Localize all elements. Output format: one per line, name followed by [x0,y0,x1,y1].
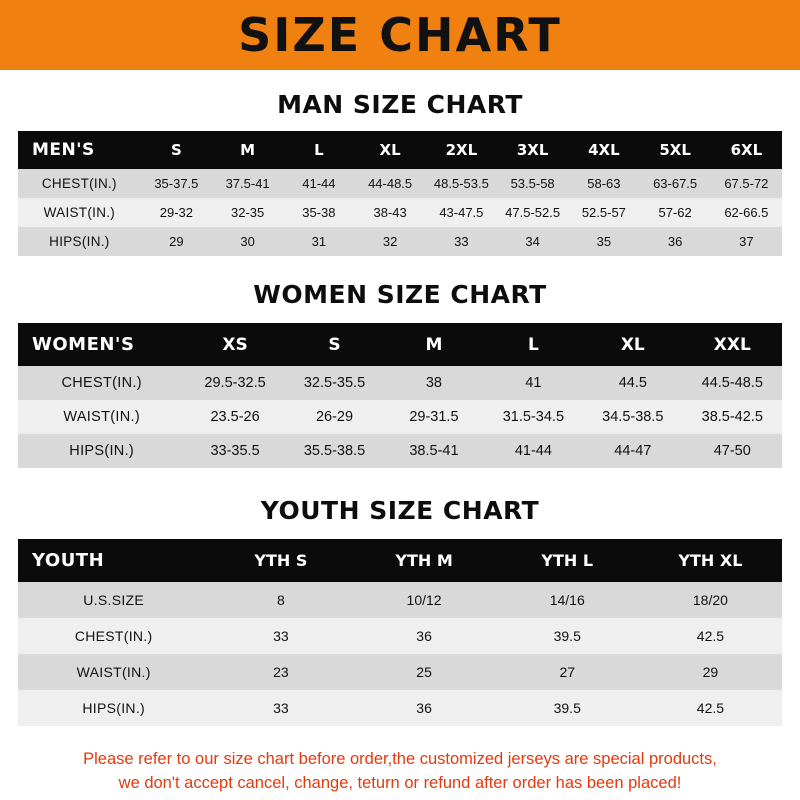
row-label: CHEST(IN.) [18,366,185,400]
cell: 36 [353,690,496,726]
table-row [18,654,782,690]
table-header-row [18,131,782,169]
women-size-table [18,323,782,468]
col-header-l: L [484,323,583,366]
cell: 31 [283,227,354,256]
women-section-title: WOMEN SIZE CHART [253,280,547,309]
youth-size-table [18,539,782,726]
table-header-row [18,539,782,582]
col-header-yth-s: YTH S [209,539,352,582]
col-header-2xl: 2XL [426,131,497,169]
row-label: U.S.SIZE [18,582,209,618]
row-label: WAIST(IN.) [18,198,141,227]
cell: 52.5-57 [568,198,639,227]
cell: 42.5 [639,690,782,726]
row-label: HIPS(IN.) [18,434,185,468]
cell: 35.5-38.5 [285,434,384,468]
col-header-s: S [141,131,212,169]
cell: 35-37.5 [141,169,212,198]
cell: 44.5-48.5 [683,366,782,400]
cell: 53.5-58 [497,169,568,198]
table-header-row [18,323,782,366]
table-row [18,366,782,400]
cell: 34 [497,227,568,256]
col-header-6xl: 6XL [711,131,782,169]
note-line-1: Please refer to our size chart before order,the customized jerseys are special products, [83,750,717,768]
women-table-body [18,366,782,468]
content-area [0,90,800,796]
cell: 30 [212,227,283,256]
youth-table-body [18,582,782,726]
page-title: SIZE CHART [238,8,562,62]
cell: 18/20 [639,582,782,618]
cell: 39.5 [496,618,639,654]
cell: 48.5-53.5 [426,169,497,198]
cell: 32-35 [212,198,283,227]
order-policy-note [18,748,782,796]
cell: 29 [639,654,782,690]
row-label: HIPS(IN.) [18,227,141,256]
cell: 26-29 [285,400,384,434]
cell: 62-66.5 [711,198,782,227]
col-header-xxl: XXL [683,323,782,366]
col-header-youth: YOUTH [18,539,209,582]
col-header-3xl: 3XL [497,131,568,169]
table-row [18,618,782,654]
cell: 25 [353,654,496,690]
women-table-head [18,323,782,366]
col-header-womens: WOMEN'S [18,323,185,366]
cell: 32.5-35.5 [285,366,384,400]
cell: 44-47 [583,434,682,468]
cell: 38.5-41 [384,434,483,468]
cell: 33-35.5 [185,434,284,468]
cell: 33 [209,690,352,726]
youth-section-title: YOUTH SIZE CHART [260,496,540,525]
cell: 39.5 [496,690,639,726]
cell: 29-32 [141,198,212,227]
table-row [18,582,782,618]
cell: 23.5-26 [185,400,284,434]
cell: 38-43 [354,198,425,227]
cell: 23 [209,654,352,690]
row-label: WAIST(IN.) [18,654,209,690]
table-row [18,434,782,468]
cell: 32 [354,227,425,256]
row-label: CHEST(IN.) [18,169,141,198]
cell: 42.5 [639,618,782,654]
cell: 33 [426,227,497,256]
col-header-m: M [384,323,483,366]
header-banner [0,0,800,70]
row-label: CHEST(IN.) [18,618,209,654]
cell: 38 [384,366,483,400]
cell: 44-48.5 [354,169,425,198]
col-header-m: M [212,131,283,169]
table-row [18,227,782,256]
cell: 27 [496,654,639,690]
col-header-xs: XS [185,323,284,366]
col-header-l: L [283,131,354,169]
row-label: WAIST(IN.) [18,400,185,434]
col-header-s: S [285,323,384,366]
col-header-yth-xl: YTH XL [639,539,782,582]
youth-table-head [18,539,782,582]
cell: 36 [639,227,710,256]
cell: 67.5-72 [711,169,782,198]
table-row [18,400,782,434]
man-table-body [18,169,782,256]
cell: 41 [484,366,583,400]
cell: 10/12 [353,582,496,618]
cell: 14/16 [496,582,639,618]
col-header-xl: XL [354,131,425,169]
table-row [18,690,782,726]
row-label: HIPS(IN.) [18,690,209,726]
cell: 8 [209,582,352,618]
man-size-table [18,131,782,256]
cell: 47.5-52.5 [497,198,568,227]
cell: 47-50 [683,434,782,468]
cell: 63-67.5 [639,169,710,198]
col-header-4xl: 4XL [568,131,639,169]
cell: 37.5-41 [212,169,283,198]
cell: 35-38 [283,198,354,227]
man-section-title: MAN SIZE CHART [277,90,523,119]
cell: 41-44 [484,434,583,468]
cell: 33 [209,618,352,654]
col-header-5xl: 5XL [639,131,710,169]
man-table-head [18,131,782,169]
cell: 41-44 [283,169,354,198]
cell: 34.5-38.5 [583,400,682,434]
cell: 44.5 [583,366,682,400]
col-header-yth-l: YTH L [496,539,639,582]
cell: 58-63 [568,169,639,198]
cell: 29-31.5 [384,400,483,434]
cell: 38.5-42.5 [683,400,782,434]
cell: 35 [568,227,639,256]
cell: 36 [353,618,496,654]
col-header-yth-m: YTH M [353,539,496,582]
table-row [18,198,782,227]
table-row [18,169,782,198]
col-header-mens: MEN'S [18,131,141,169]
cell: 43-47.5 [426,198,497,227]
col-header-xl: XL [583,323,682,366]
note-line-2: we don't accept cancel, change, teturn or refund after order has been placed! [118,773,682,792]
cell: 29.5-32.5 [185,366,284,400]
cell: 37 [711,227,782,256]
cell: 31.5-34.5 [484,400,583,434]
cell: 57-62 [639,198,710,227]
cell: 29 [141,227,212,256]
